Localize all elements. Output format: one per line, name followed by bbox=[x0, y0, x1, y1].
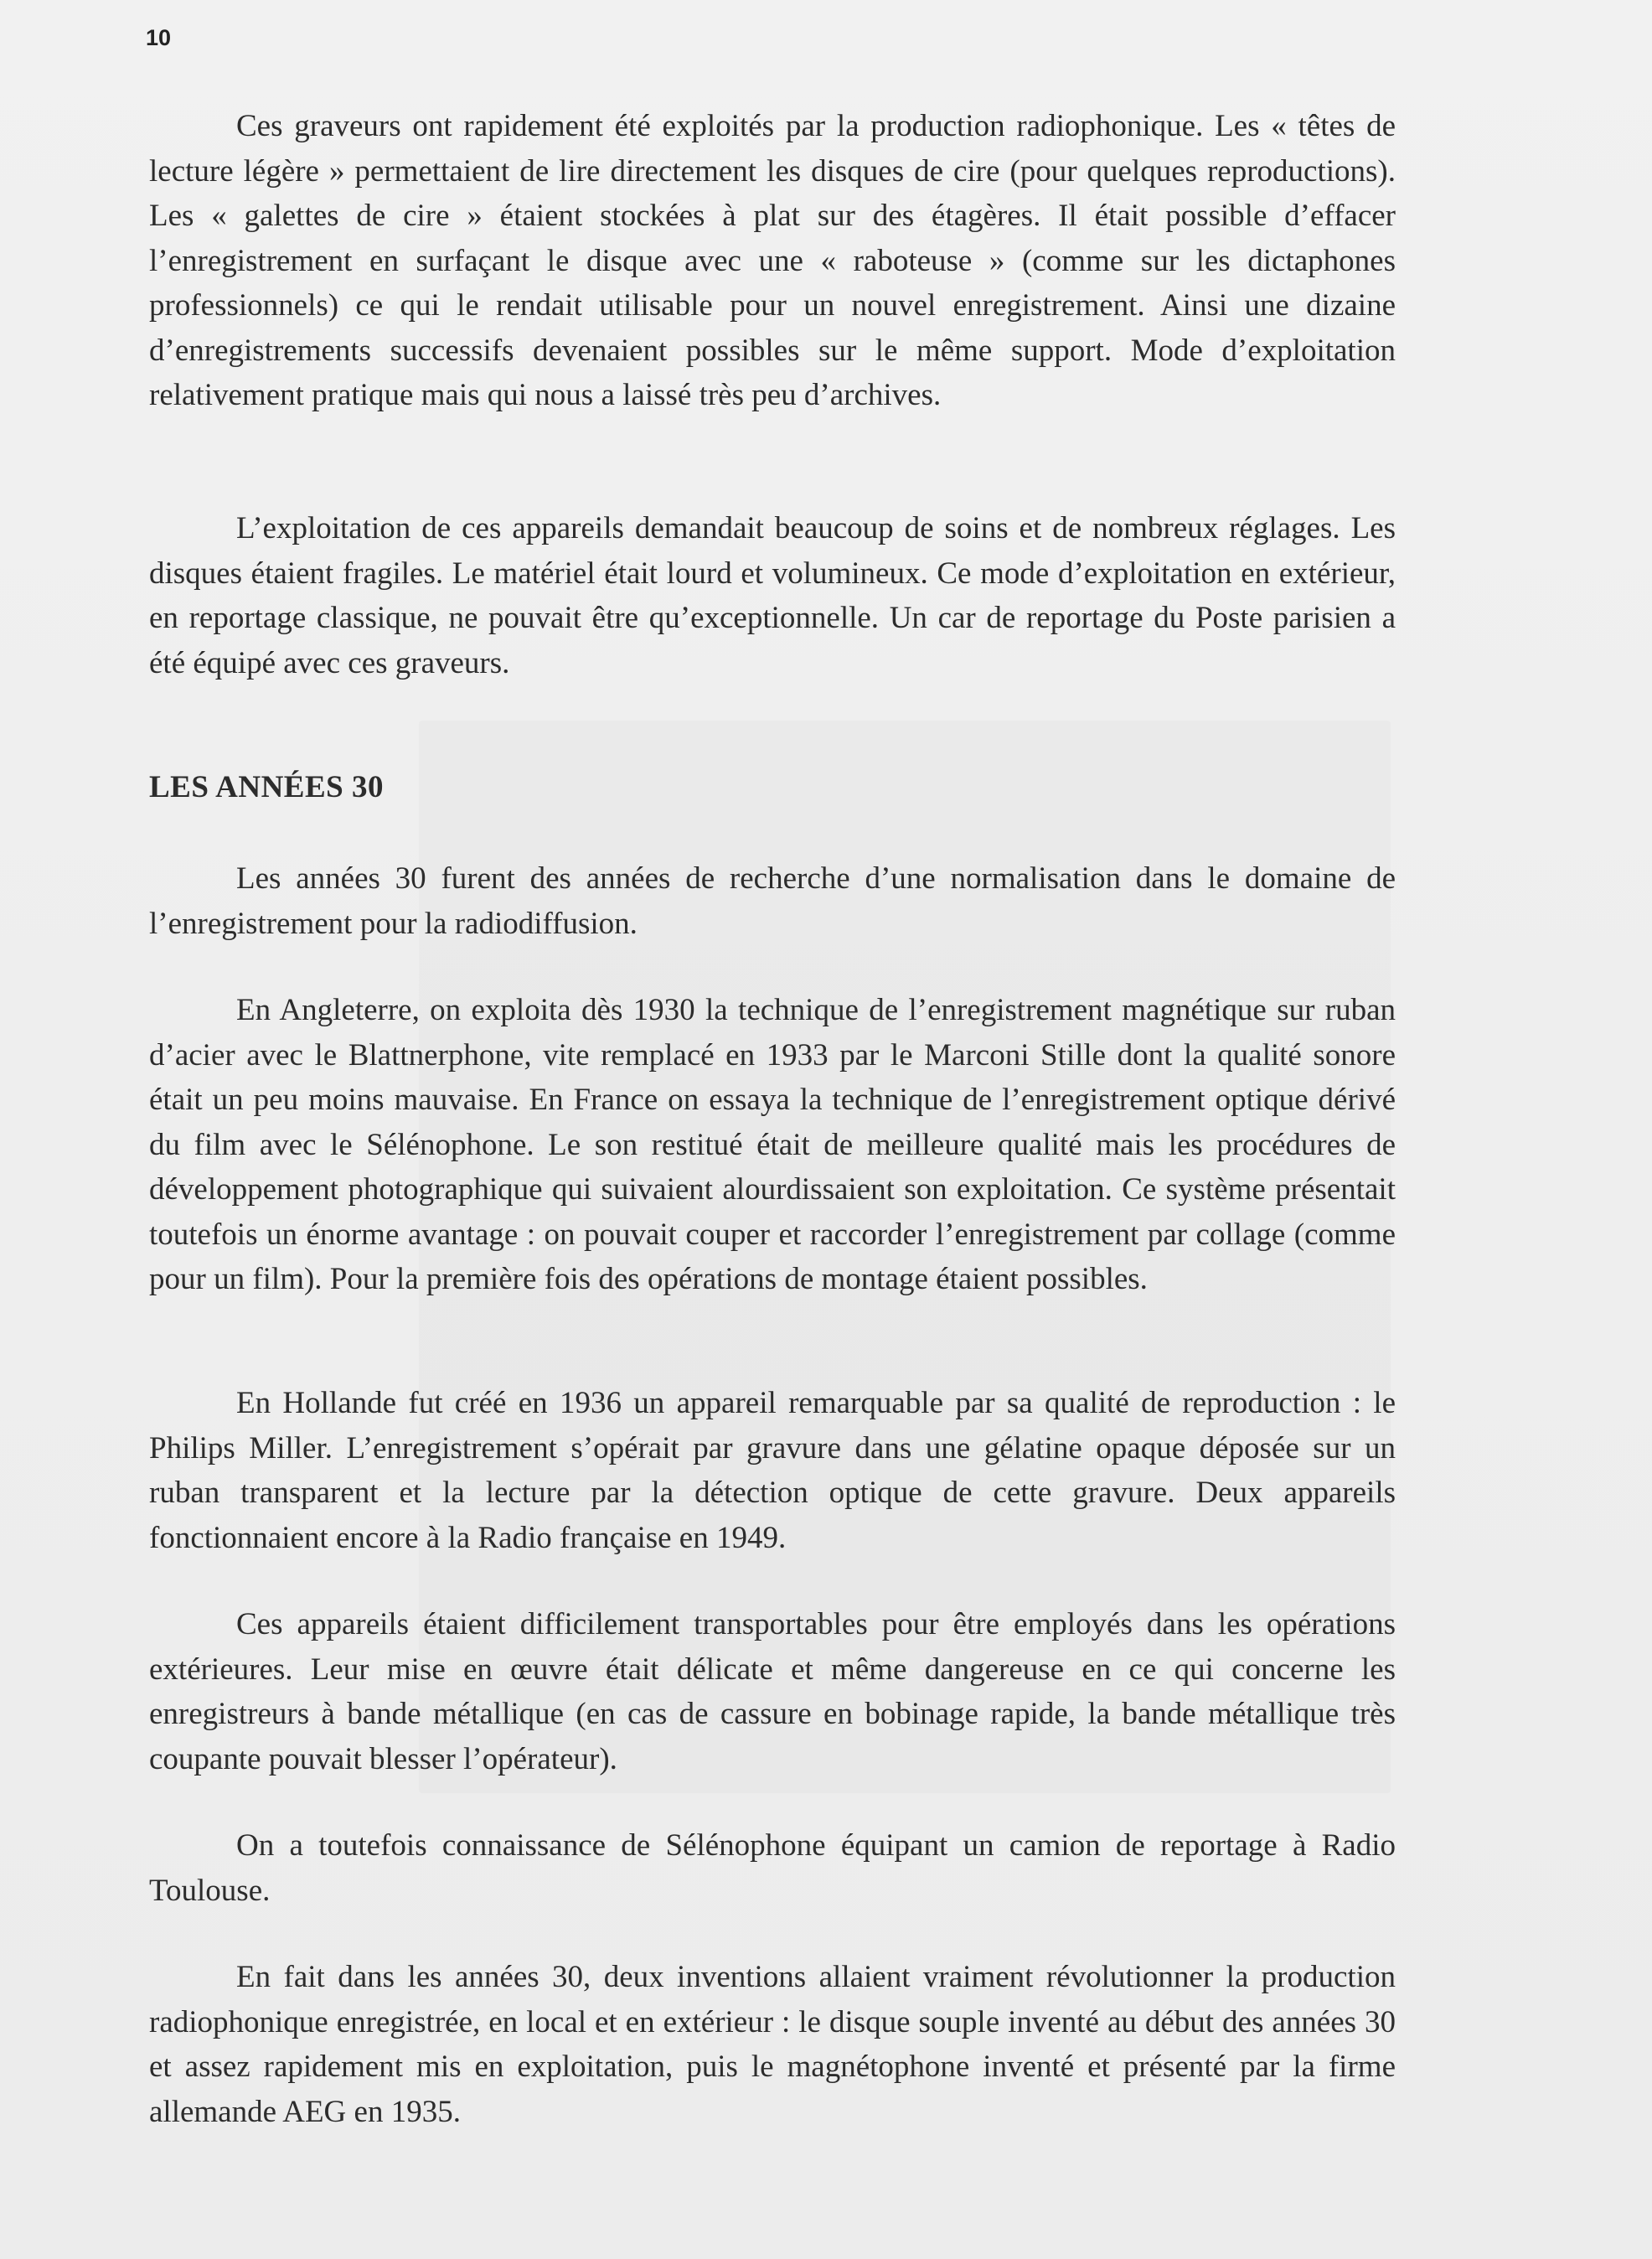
paragraph-angleterre: En Angleterre, on exploita dès 1930 la technique de l’enregistrement magnétique sur ruban d’acier avec le Blattnerphone, vite remplacé en 1933 par le Marconi Stille dont la qualité sonore était un peu moins mauvaise. En France on essaya la technique de l’enregistrement optique dérivé du film avec le Sélénophone. Le son restitué était de meilleure qualité mais les procédures de développement photographique qui suivaient alourdissaient son exploitation. Ce système présentait toutefois un énorme avantage : on pouvait couper et raccorder l’enregistrement par collage (comme pour un film). Pour la première fois des opérations de montage étaient possibles. bbox=[149, 993, 1396, 1296]
page-number: 10 bbox=[146, 25, 172, 50]
paragraph-exploitation: L’exploitation de ces appareils demandait beaucoup de soins et de nombreux réglages. Les disques étaient fragiles. Le matériel était lourd et volumineux. Ce mode d’exploitation en extérieur, en reportage classique, ne pouvait être qu’exceptionnelle. Un car de reportage du Poste parisien a été équipé avec ces graveurs. bbox=[149, 511, 1396, 680]
paragraph-graveurs: Ces graveurs ont rapidement été exploités par la production radiophonique. Les « têtes de lecture légère » permettaient de lire directement les disques de cire (pour quelques reproductions). Les « galettes de cire » étaient stockées à plat sur des étagères. Il était possible d’effacer l’enregistrement en surfaçant le disque avec une « raboteuse » (comme sur les dictaphones professionnels) ce qui le rendait utilisable pour un nouvel enregistrement. Ainsi une dizaine d’enregistrements successifs devenaient possibles sur le même support. Mode d’exploitation relativement pratique mais qui nous a laissé très peu d’archives. bbox=[149, 109, 1396, 412]
paragraph-hollande: En Hollande fut créé en 1936 un appareil remarquable par sa qualité de reproduction : le Philips Miller. L’enregistrement s’opérait par gravure dans une gélatine opaque déposée sur un ruban transparent et la lecture par la détection optique de cette gravure. Deux appareils fonctionnaient encore à la Radio française en 1949. bbox=[149, 1386, 1396, 1555]
paragraph-inventions: En fait dans les années 30, deux inventions allaient vraiment révolutionner la production radiophonique enregistrée, en local et en extérieur : le disque souple inventé au début des années 30 et assez rapidement mis en exploitation, puis le magnétophone inventé et présenté par la firme allemande AEG en 1935. bbox=[149, 1960, 1396, 2129]
paragraph-appareils: Ces appareils étaient difficilement transportables pour être employés dans les opérations extérieures. Leur mise en œuvre était délicate et même dangereuse en ce qui concerne les enregistreurs à bande métallique (en cas de cassure en bobinage rapide, la bande métallique très coupante pouvait blesser l’opérateur). bbox=[149, 1607, 1396, 1776]
paragraph-toulouse: On a toutefois connaissance de Sélénophone équipant un camion de reportage à Radio Toulouse. bbox=[149, 1828, 1396, 1908]
section-heading: LES ANNÉES 30 bbox=[149, 770, 384, 804]
paragraph-normalisation: Les années 30 furent des années de recherche d’une normalisation dans le domaine de l’enregistrement pour la radiodiffusion. bbox=[149, 861, 1396, 941]
